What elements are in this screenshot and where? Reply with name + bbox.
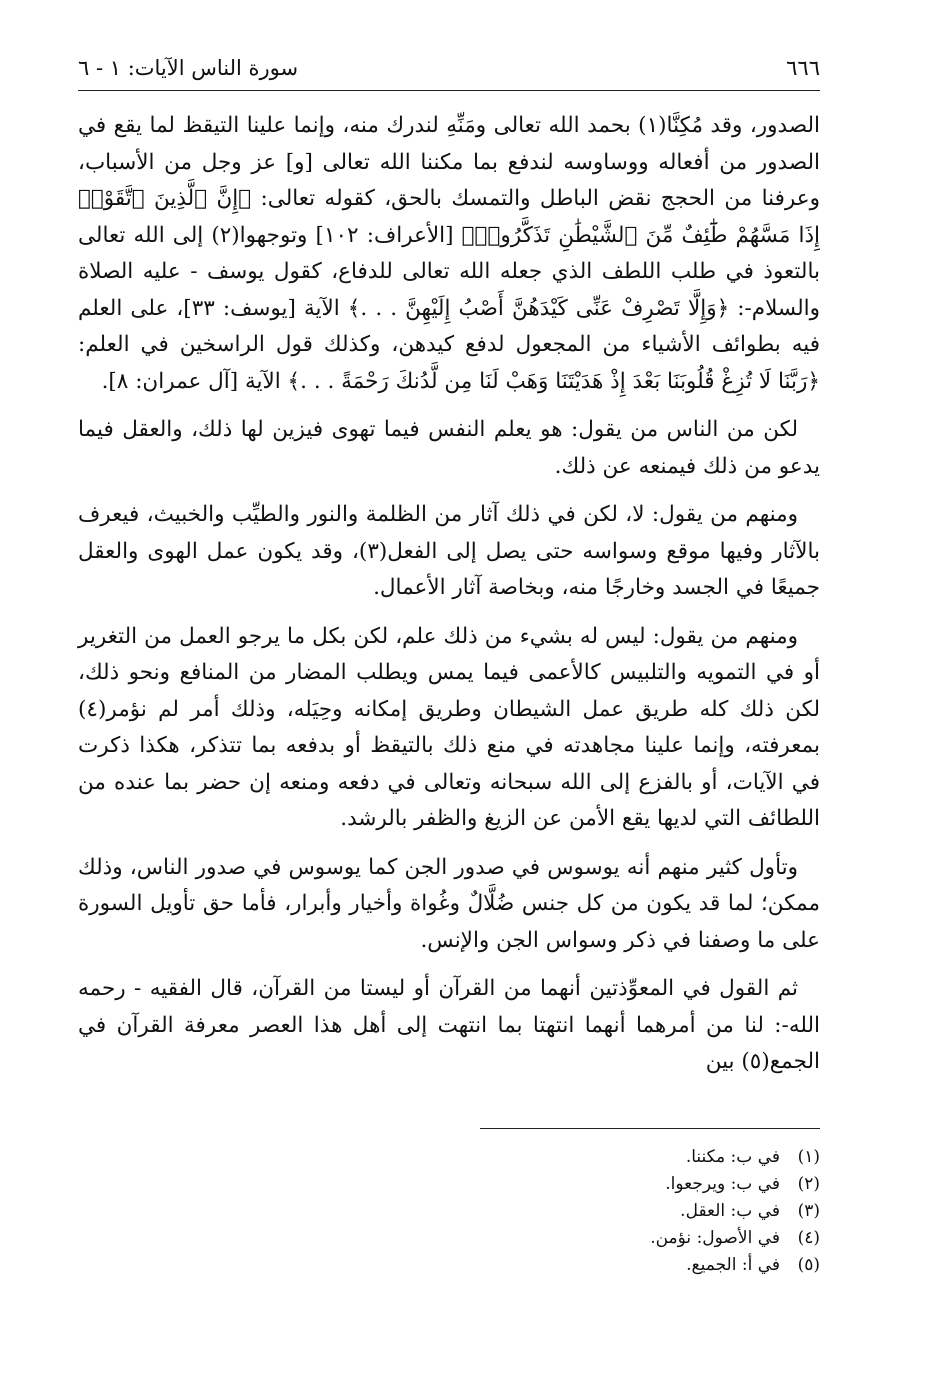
paragraph: ثم القول في المعوِّذتين أنهما من القرآن أو ليستا من القرآن، قال الفقيه - رحمه الله-: لنا من أمرهما أنهما انتهتا بما انتهت إلى أهل هذا العصر معرفة القرآن في الجمع(٥) بين [78,976,820,1074]
chapter-title: سورة الناس الآيات: ١ - ٦ [78,56,299,80]
footnote-item [320,1171,820,1198]
footnote-number: (٥) [797,1255,820,1275]
paragraph-continuation: الصدور، وقد مُكِنَّا(١) بحمد الله تعالى ومَنِّهِ لندرك منه، وإنما علينا التيقظ لما يقع في الصدور من أفعاله ووساوسه لندفع بما مكننا الله تعالى [و] عز وجل من الأسباب، وعرفنا من الحجج نقض الباطل والتمسك بالحق، كقوله تعالى: ﴿إِنَّ ٱلَّذِينَ ٱتَّقَوْا۟ إِذَا مَسَّهُمْ طَٰٓئِفٌ مِّنَ ٱلشَّيْطَٰنِ تَذَكَّرُوا۟﴾ [الأعراف: ١٠٢] وتوجهوا(٢) إلى الله تعالى بالتعوذ في طلب اللطف الذي جعله الله تعالى للدفاع، كقول يوسف - عليه الصلاة والسلام-: ﴿وَإِلَّا تَصْرِفْ عَنِّى كَيْدَهُنَّ أَصْبُ إِلَيْهِنَّ . . .﴾ الآية [يوسف: ٣٣]، على العلم فيه بطوائف الأشياء من المجعول لدفع كيدهن، وكذلك قول الراسخين في العلم: ﴿رَبَّنَا لَا تُزِغْ قُلُوبَنَا بَعْدَ إِذْ هَدَيْتَنَا وَهَبْ لَنَا مِن لَّدُنكَ رَحْمَةً . . .﴾ الآية [آل عمران: ٨]. [78,113,820,394]
footnote-item [320,1225,820,1252]
main-text [78,108,820,1093]
footnote-item [320,1252,820,1279]
footnote-text: في ب: مكننا. [685,1147,780,1167]
paragraph: ومنهم من يقول: ليس له بشيء من ذلك علم، لكن بكل ما يرجو العمل من التغرير أو في التمويه والتلبيس كالأعمى فيما يمس ويطلب المضار من المنافع ونحو ذلك، لكن ذلك كله طريق عمل الشيطان وطريق إمكانه وحِيَله، وذلك أمر لم نؤمر(٤) بمعرفته، وإنما علينا مجاهدته في منع ذلك بالتيقظ أو بدفعه بما تتذكر، هكذا ذكرت في الآيات، أو بالفزع إلى الله سبحانه وتعالى في دفعه ومنعه إن حضر بما عنده من اللطائف التي لديها يقع الأمن عن الزيغ والظفر بالرشد. [78,623,820,831]
footnotes-list [320,1144,820,1279]
footnote-text: في أ: الجميع. [686,1255,780,1275]
running-header [78,52,820,91]
paragraph: لكن من الناس من يقول: هو يعلم النفس فيما تهوى فيزين لها ذلك، والعقل فيما يدعو من ذلك فيمنعه عن ذلك. [78,417,820,479]
footnote-number: (٣) [797,1201,820,1221]
footnote-number: (١) [797,1147,820,1167]
footnote-item [320,1198,820,1225]
footnote-text: في الأصول: نؤمن. [650,1228,780,1248]
footnote-item [320,1144,820,1171]
footnote-separator [480,1128,820,1129]
footnote-number: (٢) [797,1174,820,1194]
paragraph: وتأول كثير منهم أنه يوسوس في صدور الجن كما يوسوس في صدور الناس، وذلك ممكن؛ لما قد يكون من كل جنس ضُلَّالٌ وغُواة وأخيار وأبرار، فأما حق تأويل السورة على ما وصفنا في ذكر وسواس الجن والإنس. [78,854,820,953]
footnote-text: في ب: العقل. [680,1201,780,1221]
footnote-text: في ب: ويرجعوا. [665,1174,780,1194]
footnote-number: (٤) [797,1228,820,1248]
page-number: ٦٦٦ [786,56,820,80]
paragraph: ومنهم من يقول: لا، لكن في ذلك آثار من الظلمة والنور والطيِّب والخبيث، فيعرف بالآثار وفيها موقع وسواسه حتى يصل إلى الفعل(٣)، وقد يكون عمل الهوى والعقل جميعًا في الجسد وخارجًا منه، وبخاصة آثار الأعمال. [78,502,820,600]
